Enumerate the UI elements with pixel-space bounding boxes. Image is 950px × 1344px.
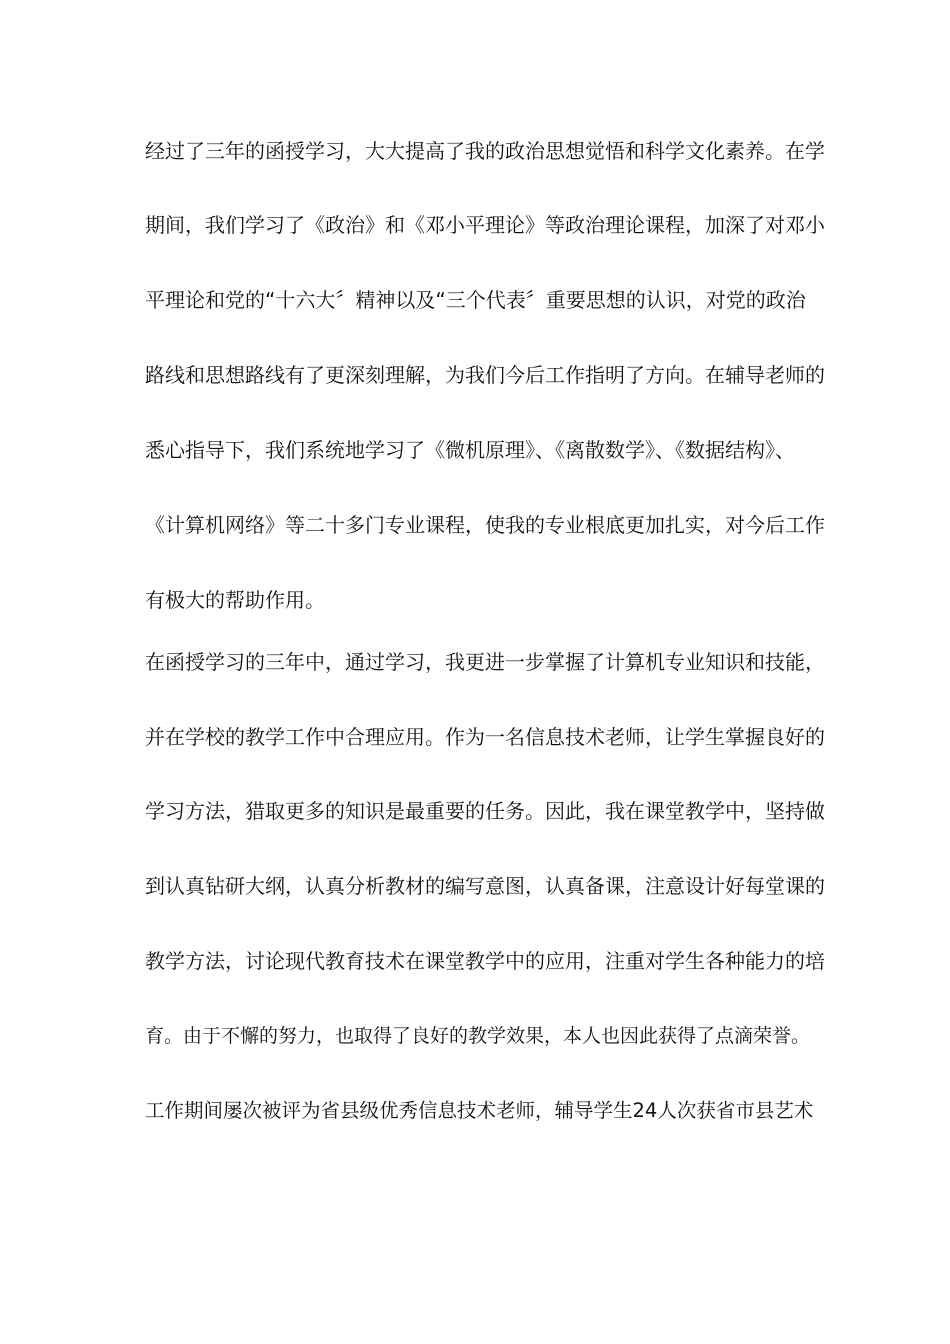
text-line: 悉心指导下，我们系统地学习了《微机原理》、《离散数学》、《数据结构》、 xyxy=(145,438,795,462)
text-line: 到认真钻研大纲，认真分析教材的编写意图，认真备课，注意设计好每堂课的 xyxy=(145,874,825,898)
text-line: 育。由于不懈的努力，也取得了良好的教学效果，本人也因此获得了点滴荣誉。 xyxy=(145,1025,811,1047)
text-line: 平理论和党的“十六大〞精神以及“三个代表〞重要思想的认识，对党的政治 xyxy=(145,288,806,312)
text-line: 期间，我们学习了《政治》和《邓小平理论》等政治理论课程，加深了对邓小 xyxy=(145,213,825,237)
text-line: 有极大的帮助作用。 xyxy=(145,588,325,612)
text-line: 学习方法，猎取更多的知识是最重要的任务。因此，我在课堂教学中，坚持做 xyxy=(145,799,825,823)
text-line: 在函授学习的三年中，通过学习，我更进一步掌握了计算机专业知识和技能， xyxy=(145,650,825,674)
text-line: 路线和思想路线有了更深刻理解，为我们今后工作指明了方向。在辅导老师的 xyxy=(145,363,825,387)
text-line: 《计算机网络》等二十多门专业课程，使我的专业根底更加扎实，对今后工作 xyxy=(145,513,825,537)
text-line: 工作期间屡次被评为省县级优秀信息技术老师，辅导学生24人次获省市县艺术 xyxy=(145,1099,814,1122)
text-line: 并在学校的教学工作中合理应用。作为一名信息技术老师，让学生掌握良好的 xyxy=(145,725,825,749)
text-line: 经过了三年的函授学习，大大提高了我的政治思想觉悟和科学文化素养。在学 xyxy=(145,139,825,163)
text-line: 教学方法，讨论现代教育技术在课堂教学中的应用，注重对学生各种能力的培 xyxy=(145,949,825,973)
